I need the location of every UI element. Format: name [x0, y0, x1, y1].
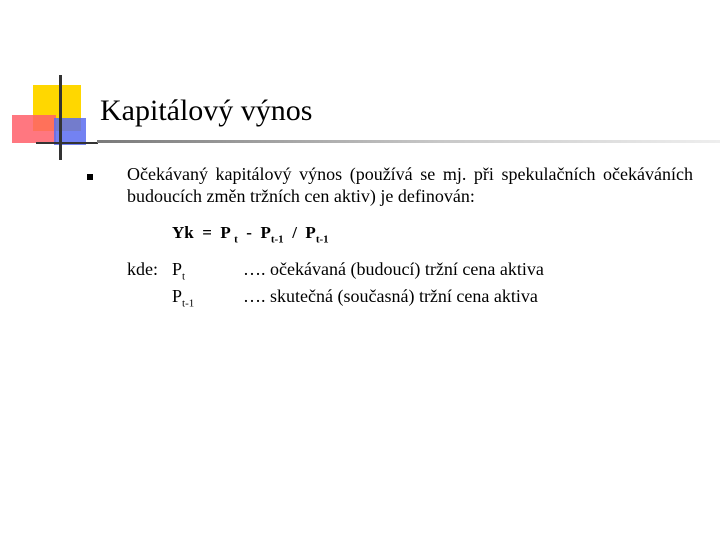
definition-description-2: …. skutečná (současná) tržní cena aktiva: [243, 286, 538, 306]
slide-title: Kapitálový výnos: [100, 94, 313, 127]
definition-description-1: …. očekávaná (budoucí) tržní cena aktiva: [243, 259, 544, 279]
formula-divide: /: [292, 223, 297, 242]
formula-p2-sub: t-1: [270, 233, 284, 246]
definition-symbol-1-base: P: [172, 259, 183, 279]
bullet-marker-icon: [87, 174, 93, 180]
formula-p3-sub: t-1: [315, 233, 329, 246]
decor-horizontal-line: [36, 142, 98, 144]
decor-red-square: [12, 115, 56, 143]
formula-p3: P: [305, 223, 316, 242]
definition-symbol-2-sub: t-1: [182, 297, 195, 310]
definition-symbol-1: [172, 258, 185, 288]
decor-vertical-line: [59, 75, 62, 160]
definitions-label: kde:: [127, 259, 158, 279]
formula-lhs: Yk: [172, 223, 194, 242]
title-underline: [97, 140, 720, 143]
definition-symbol-1-sub: t: [182, 270, 186, 283]
formula: [172, 222, 329, 250]
formula-p1-sub: t: [234, 233, 238, 246]
definition-symbol-2: [172, 285, 194, 315]
formula-p1: P: [220, 223, 230, 242]
bullet-text: Očekávaný kapitálový výnos (používá se mj. při spekulačních očekáváních budoucích změn tržních cen aktiv) je definován:: [127, 164, 693, 206]
formula-minus: -: [246, 223, 252, 242]
formula-equals: =: [202, 223, 212, 242]
formula-p2: P: [260, 223, 271, 242]
definition-symbol-2-base: P: [172, 286, 183, 306]
